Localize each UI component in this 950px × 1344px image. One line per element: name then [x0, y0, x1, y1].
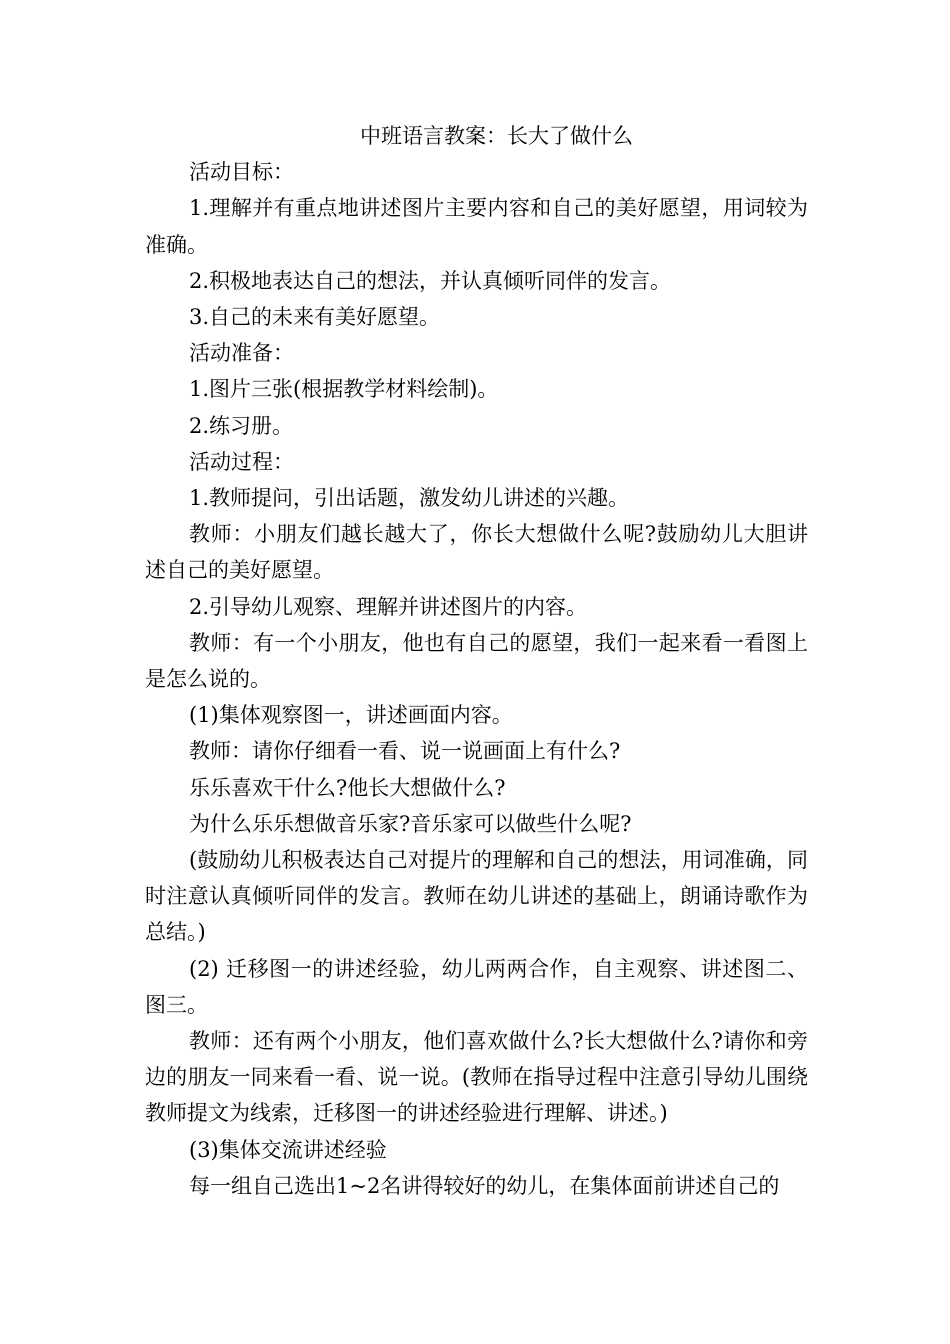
paragraph-teacher-question-1: 教师：小朋友们越长越大了，你长大想做什么呢?鼓励幼儿大胆讲述自己的美好愿望。	[145, 522, 808, 583]
paragraph-objectives-heading: 活动目标：	[189, 160, 294, 185]
paragraph-objective-1: 1.理解并有重点地讲述图片主要内容和自己的美好愿望，用词较为准确。	[145, 196, 808, 257]
paragraph-teacher-question-3: 教师：请你仔细看一看、说一说画面上有什么?	[189, 739, 621, 764]
paragraph-note-1: (鼓励幼儿积极表达自己对提片的理解和自己的想法，用词准确，同时注意认真倾听同伴的发言。教师在幼儿讲述的基础上，朗诵诗歌作为总结。)	[145, 848, 808, 945]
paragraph-question-musician: 为什么乐乐想做音乐家?音乐家可以做些什么呢?	[189, 811, 632, 836]
paragraph-objective-2: 2.积极地表达自己的想法，并认真倾听同伴的发言。	[189, 268, 672, 293]
paragraph-process-heading: 活动过程：	[189, 449, 294, 474]
paragraph-group-share: 每一组自己选出1~2名讲得较好的幼儿，在集体面前讲述自己的	[189, 1173, 780, 1198]
paragraph-process-2: 2.引导幼儿观察、理解并讲述图片的内容。	[189, 594, 588, 619]
paragraph-teacher-question-2: 教师：有一个小朋友，他也有自己的愿望，我们一起来看一看图上是怎么说的。	[145, 630, 808, 692]
paragraph-process-1: 1.教师提问，引出话题，激发幼儿讲述的兴趣。	[189, 486, 630, 511]
document-title: 中班语言教案：长大了做什么	[360, 124, 633, 148]
paragraph-step-3: (3)集体交流讲述经验	[189, 1137, 387, 1162]
paragraph-question-lele: 乐乐喜欢干什么?他长大想做什么?	[189, 775, 506, 800]
paragraph-preparation-1: 1.图片三张(根据教学材料绘制)。	[189, 377, 499, 402]
paragraph-preparation-2: 2.练习册。	[189, 413, 294, 438]
paragraph-step-2: (2) 迁移图一的讲述经验，幼儿两两合作，自主观察、讲述图二、图三。	[145, 956, 808, 1017]
paragraph-preparation-heading: 活动准备：	[189, 341, 294, 366]
paragraph-step-1: (1)集体观察图一，讲述画面内容。	[189, 703, 513, 728]
document-page	[145, 118, 808, 1204]
paragraph-objective-3: 3.自己的未来有美好愿望。	[189, 305, 441, 330]
paragraph-teacher-question-4: 教师：还有两个小朋友，他们喜欢做什么?长大想做什么?请你和旁边的朋友一同来看一看、说一说。(教师在指导过程中注意引导幼儿围绕教师提文为线索，迁移图一的讲述经验进行理解、讲述。)	[145, 1029, 808, 1126]
